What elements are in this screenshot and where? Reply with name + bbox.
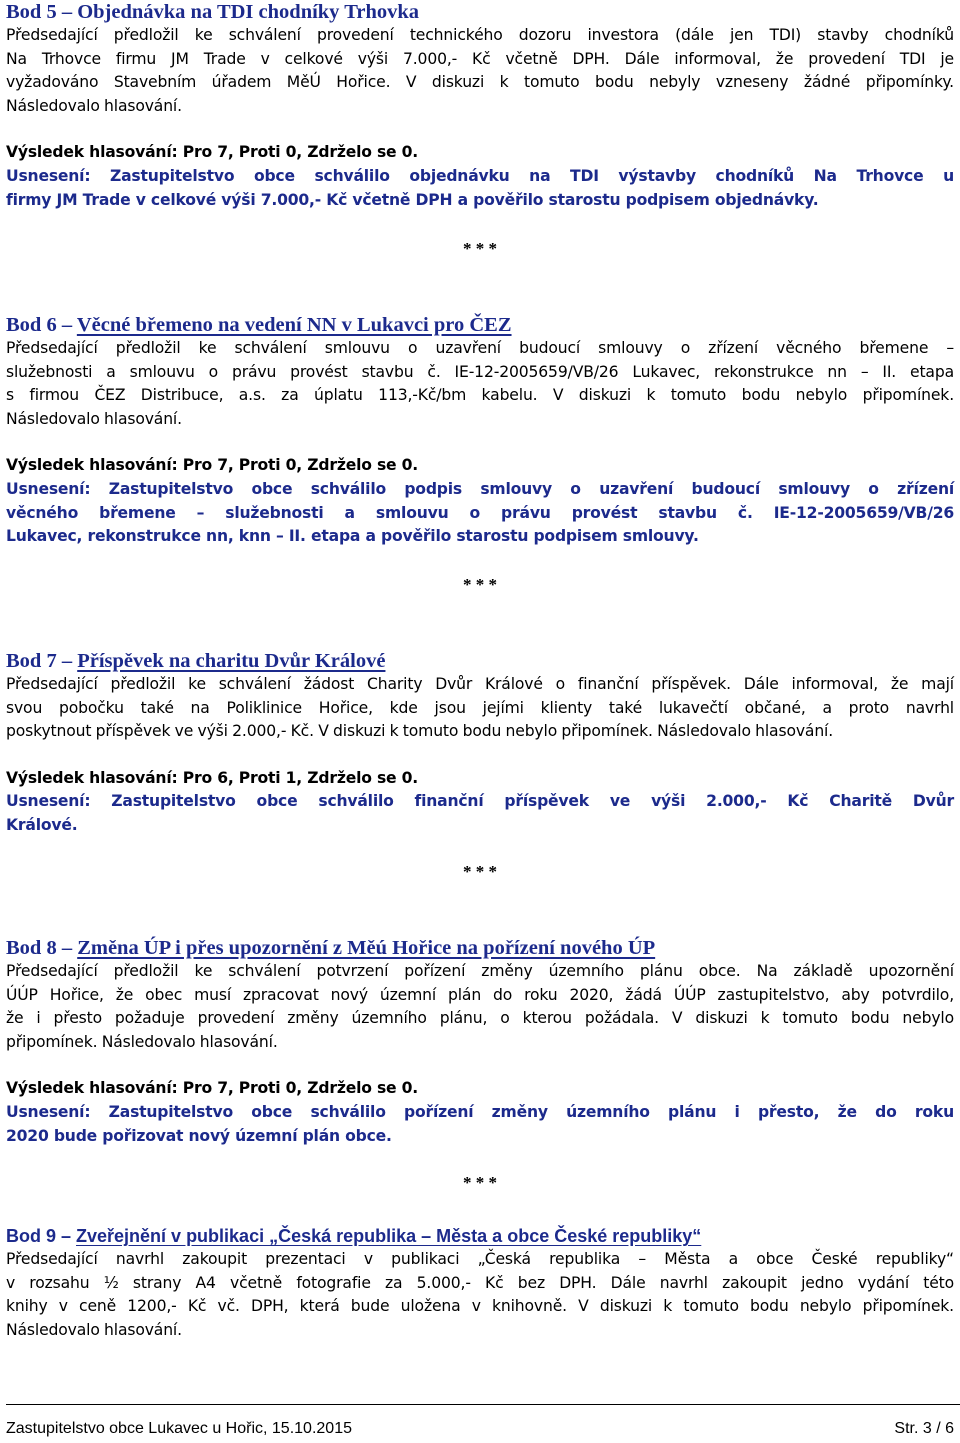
text-line: Následovalo hlasování.: [6, 1320, 182, 1339]
section-title: [6, 936, 954, 960]
resolution: [6, 790, 954, 837]
section-bod-8: [6, 936, 954, 1148]
footer-left-text: Zastupitelstvo obce Lukavec u Hořic, 15.10.2015: [6, 1420, 352, 1437]
section-bod-7: [6, 649, 954, 838]
text-line: Předsedající předložil ke schválení smlouvu o uzavření budoucí smlouvy o zřízení věcného břemene –: [6, 339, 954, 357]
section-bod-6: [6, 313, 954, 549]
text-line: vyžadováno Stavebním úřadem MěÚ Hořice. V diskuzi k tomuto bodu nebyly vzneseny žádné připomínky.: [6, 73, 954, 92]
section-number: Bod 6 –: [6, 314, 77, 336]
text-line: Na Trhovce firmu JM Trade v celkové výši 7.000,- Kč včetně DPH. Dále informoval, že provedení TDI je: [6, 49, 954, 68]
text-line: Následovalo hlasování.: [6, 96, 182, 115]
separator: * * *: [463, 575, 497, 594]
text-line: s firmou ČEZ Distribuce, a.s. za úplatu 113,-Kč/bm kabelu. V diskuzi k tomuto bodu nebylo připomínek.: [6, 386, 954, 405]
section-heading: Příspěvek na charitu Dvůr Králové: [77, 650, 386, 672]
page-number: Str. 3 / 6: [894, 1420, 954, 1437]
resolution-line: Usnesení: Zastupitelstvo obce schválilo pořízení změny územního plánu i přesto, že do roku: [6, 1102, 954, 1121]
section-text: [6, 673, 954, 744]
resolution-line: firmy JM Trade v celkové výši 7.000,- Kč včetně DPH a pověřilo starostu podpisem objednávky.: [6, 190, 819, 209]
text-line: svou pobočku také na Poliklinice Hořice, kde jsou jejími klienty také lukavečtí občané, a proto navrhl: [6, 698, 954, 717]
vote-result: Výsledek hlasování: Pro 7, Proti 0, Zdrželo se 0.: [6, 1079, 419, 1098]
section-title: [6, 1224, 954, 1248]
separator: * * *: [463, 1173, 497, 1192]
section-heading: Zveřejnění v publikaci „Česká republika – Města a obce České republiky“: [76, 1226, 702, 1246]
resolution-line: Lukavec, rekonstrukce nn, knn – II. etapa a pověřilo starostu podpisem smlouvy.: [6, 527, 699, 546]
section-bod-9: [6, 1224, 954, 1342]
text-line: v rozsahu ½ strany A4 včetně fotografie za 5.000,- Kč bez DPH. Dále navrhl zakoupit jedno vydání této: [6, 1273, 954, 1292]
vote-result: Výsledek hlasování: Pro 7, Proti 0, Zdrželo se 0.: [6, 456, 419, 475]
section-number: Bod 8 –: [6, 937, 78, 959]
vote-result: Výsledek hlasování: Pro 7, Proti 0, Zdrželo se 0.: [6, 143, 419, 162]
text-line: služebnosti a smlouvu o právu provést stavbu č. IE-12-2005659/VB/26 Lukavec, rekonstrukce nn – II. etapa: [6, 362, 954, 381]
section-text: [6, 24, 954, 118]
resolution: [6, 1101, 954, 1148]
text-line: Následovalo hlasování.: [6, 409, 182, 428]
text-line: ÚÚP Hořice, že obec musí zpracovat nový územní plán do roku 2020, žádá ÚÚP zastupitelstvo, aby potvrdilo,: [6, 985, 954, 1004]
text-line: že i přesto požaduje provedení změny územního plánu, o kterou požádala. V diskuzi k tomuto bodu nebylo: [6, 1009, 954, 1028]
separator: * * *: [463, 862, 497, 881]
resolution-line: věcného břemene – služebnosti a smlouvu o právu provést stavbu č. IE-12-2005659/VB/26: [6, 503, 954, 522]
section-text: [6, 960, 954, 1054]
section-text: [6, 1248, 954, 1342]
section-title: [6, 313, 954, 337]
text-line: knihy v ceně 1200,- Kč vč. DPH, která bude uložena v knihovně. V diskuzi k tomuto bodu nebylo připomínek.: [6, 1297, 954, 1316]
text-line: Předsedající předložil ke schválení potvrzení pořízení změny územního plánu obce. Na základě upozornění: [6, 962, 954, 980]
section-title: Bod 5 – Objednávka na TDI chodníky Trhovka: [6, 1, 419, 23]
section-number: Bod 7 –: [6, 650, 78, 672]
section-bod-5: [6, 0, 954, 212]
section-heading: Změna ÚP i přes upozornění z Měú Hořice na pořízení nového ÚP: [77, 937, 656, 959]
section-number: Bod 9 –: [6, 1226, 77, 1246]
resolution-line: 2020 bude pořizovat nový územní plán obce.: [6, 1126, 392, 1145]
text-line: Předsedající předložil ke schválení žádost Charity Dvůr Králové o finanční příspěvek. Dále informoval, že mají: [6, 675, 954, 693]
text-line: připomínek. Následovalo hlasování.: [6, 1032, 278, 1051]
resolution-line: Králové.: [6, 815, 78, 834]
resolution-line: Usnesení: Zastupitelstvo obce schválilo finanční příspěvek ve výši 2.000,- Kč Charitě Dvůr: [6, 792, 954, 811]
section-title: [6, 649, 954, 673]
text-line: poskytnout příspěvek ve výši 2.000,- Kč. V diskuzi k tomuto bodu nebylo připomínek. Následovalo hlasování.: [6, 722, 834, 741]
text-line: Předsedající předložil ke schválení provedení technického dozoru investora (dále jen TDI) stavby chodníků: [6, 26, 954, 44]
vote-result: Výsledek hlasování: Pro 6, Proti 1, Zdrželo se 0.: [6, 768, 419, 787]
section-heading: Věcné břemeno na vedení NN v Lukavci pro ČEZ: [76, 314, 512, 336]
resolution-line: Usnesení: Zastupitelstvo obce schválilo objednávku na TDI výstavby chodníků Na Trhovce u: [6, 166, 954, 185]
text-line: Předsedající navrhl zakoupit prezentaci v publikaci „Česká republika – Města a obce České republiky“: [6, 1250, 954, 1268]
resolution: [6, 165, 954, 212]
section-text: [6, 337, 954, 431]
resolution: [6, 478, 954, 549]
footer-divider: [6, 1404, 960, 1405]
separator: * * *: [463, 239, 497, 258]
resolution-line: Usnesení: Zastupitelstvo obce schválilo podpis smlouvy o uzavření budoucí smlouvy o zřízení: [6, 479, 954, 498]
